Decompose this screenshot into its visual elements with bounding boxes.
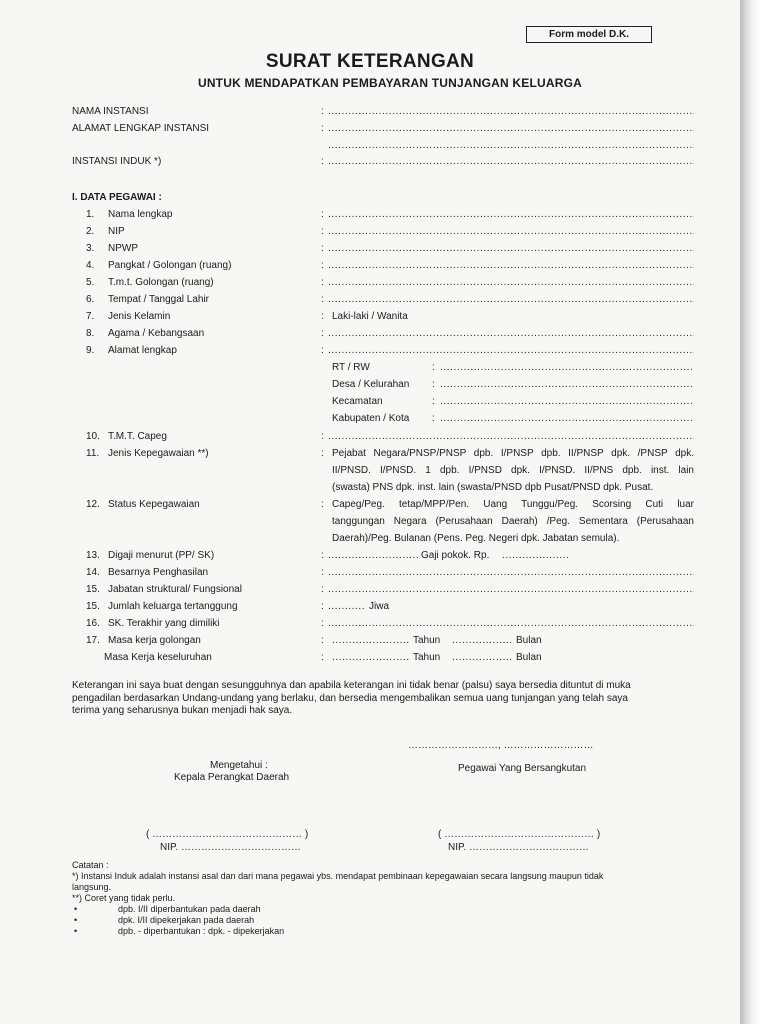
field-number: 5.	[86, 277, 95, 288]
colon: :	[321, 243, 324, 254]
label-sk-terakhir: SK. Terakhir yang dimiliki	[108, 618, 220, 629]
label-jabatan: Jabatan struktural/ Fungsional	[108, 584, 242, 595]
colon: :	[321, 567, 324, 578]
label-npwp: NPWP	[108, 243, 138, 254]
label-kepala-perangkat-daerah: Kepala Perangkat Daerah	[174, 772, 290, 783]
label-instansi-induk: INSTANSI INDUK *)	[72, 156, 162, 167]
label-jiwa: Jiwa	[369, 601, 390, 612]
label-jumlah-keluarga: Jumlah keluarga tertanggung	[108, 601, 238, 612]
note-coret: **) Coret yang tidak perlu.	[72, 893, 176, 903]
fill-line-desa-kelurahan[interactable]	[440, 379, 694, 391]
fill-line-npwp[interactable]	[328, 243, 694, 255]
label-besarnya-penghasilan: Besarnya Penghasilan	[108, 567, 209, 578]
colon: :	[321, 277, 324, 288]
fill-line-alamat-instansi-2[interactable]	[328, 140, 694, 152]
declaration-line: terima yang seharusnya bukan menjadi hak saya.	[72, 705, 293, 716]
label-alamat-instansi: ALAMAT LENGKAP INSTANSI	[72, 123, 210, 134]
field-number: 7.	[86, 311, 95, 322]
colon: :	[321, 652, 324, 663]
fill-line-agama-kebangsaan[interactable]	[328, 328, 694, 340]
colon: :	[321, 601, 324, 612]
fill-line-tempat-tanggal-lahir[interactable]	[328, 294, 694, 306]
label-bulan: Bulan	[516, 635, 542, 646]
label-masa-kerja-golongan: Masa kerja golongan	[108, 635, 201, 646]
colon: :	[321, 209, 324, 220]
label-tahun: Tahun	[413, 652, 441, 663]
colon: :	[321, 618, 324, 629]
colon: :	[321, 499, 324, 510]
field-number: 6.	[86, 294, 95, 305]
signature-nip-right[interactable]: NIP. ………………………………	[448, 842, 589, 853]
field-number: 2.	[86, 226, 95, 237]
date-place-line[interactable]: ………………………, ………………………	[408, 740, 594, 751]
colon: :	[432, 413, 435, 424]
fill-line-jumlah-keluarga[interactable]	[328, 601, 366, 613]
note-bullet-item: dpb. I/II diperbantukan pada daerah	[118, 904, 261, 914]
colon: :	[321, 550, 324, 561]
colon: :	[321, 345, 324, 356]
label-jenis-kelamin: Jenis Kelamin	[108, 311, 171, 322]
field-number: 13.	[86, 550, 100, 561]
note-bullet-item: dpk. I/II dipekerjakan pada daerah	[118, 915, 255, 925]
note-instansi-induk-cont: langsung.	[72, 882, 112, 892]
label-tmt-golongan: T.m.t. Golongan (ruang)	[108, 277, 214, 288]
field-number: 10.	[86, 431, 100, 442]
fill-line-alamat-instansi[interactable]	[328, 123, 694, 135]
field-number: 8.	[86, 328, 95, 339]
declaration-paragraph	[72, 680, 712, 718]
colon: :	[321, 431, 324, 442]
label-pangkat-golongan: Pangkat / Golongan (ruang)	[108, 260, 232, 271]
option-status-kepegawaian-line[interactable]: Daerah)/Peg. Bulanan (Pens. Peg. Negeri dpk. Jabatan semula).	[332, 533, 620, 544]
note-instansi-induk: *) Instansi Induk adalah instansi asal dan dari mana pegawai ybs. mendapat pembinaan kepegawaian secara langsung maupun tidak	[72, 871, 604, 881]
field-number: 3.	[86, 243, 95, 254]
fill-line-rt-rw[interactable]	[440, 362, 694, 374]
colon: :	[321, 635, 324, 646]
label-bulan: Bulan	[516, 652, 542, 663]
label-tmt-capeg: T.M.T. Capeg	[108, 431, 167, 442]
label-digaji-menurut: Digaji menurut (PP/ SK)	[108, 550, 215, 561]
option-jenis-kepegawaian-line[interactable]: (swasta) PNS dpk. inst. lain (swasta/PNSD dpb Pusat/PNSD dpk. Pusat.	[332, 482, 654, 493]
declaration-line: Keterangan ini saya buat dengan sesungguhnya dan apabila keterangan ini tidak benar (palsu) saya bersedia dituntut di muka	[72, 680, 631, 691]
label-masa-kerja-keseluruhan: Masa Kerja keseluruhan	[104, 652, 212, 663]
form-model-box: Form model D.K.	[526, 26, 652, 43]
fill-line-kecamatan[interactable]	[440, 396, 694, 408]
fill-line-jabatan[interactable]	[328, 584, 694, 596]
fill-line-instansi-induk[interactable]	[328, 156, 694, 168]
field-number: 11.	[86, 448, 100, 459]
colon: :	[321, 106, 324, 117]
document-subtitle: UNTUK MENDAPATKAN PEMBAYARAN TUNJANGAN KELUARGA	[197, 76, 583, 90]
value-jenis-kelamin[interactable]: Laki-laki / Wanita	[332, 311, 408, 322]
colon: :	[321, 328, 324, 339]
colon: :	[321, 448, 324, 459]
label-mengetahui: Mengetahui :	[210, 760, 268, 771]
signature-name-right[interactable]: ( ……………………………………… )	[438, 829, 601, 840]
fill-line-alamat-lengkap[interactable]	[328, 345, 694, 357]
field-number: 14.	[86, 567, 100, 578]
label-nama-lengkap: Nama lengkap	[108, 209, 173, 220]
field-number: 15.	[86, 584, 100, 595]
colon: :	[321, 260, 324, 271]
label-desa-kelurahan: Desa / Kelurahan	[332, 379, 410, 390]
colon: :	[432, 396, 435, 407]
field-number: 1.	[86, 209, 95, 220]
label-jenis-kepegawaian: Jenis Kepegawaian **)	[108, 448, 209, 459]
fill-line-besarnya-penghasilan[interactable]	[328, 567, 694, 579]
fill-line-nama-instansi[interactable]	[328, 106, 694, 118]
colon: :	[321, 123, 324, 134]
fill-line-masa-kerja-keseluruhan-tahun[interactable]	[332, 652, 410, 664]
option-status-kepegawaian-line[interactable]: Capeg/Peg. tetap/MPP/Pen. Uang Tunggu/Peg. Scorsing Cuti luar	[332, 499, 694, 510]
field-number: 9.	[86, 345, 95, 356]
fill-line-kabupaten-kota[interactable]	[440, 413, 694, 425]
field-number: 16.	[86, 618, 100, 629]
label-tempat-tanggal-lahir: Tempat / Tanggal Lahir	[108, 294, 209, 305]
label-agama-kebangsaan: Agama / Kebangsaan	[108, 328, 205, 339]
fill-line-masa-kerja-golongan-tahun[interactable]	[332, 635, 410, 647]
label-kabupaten-kota: Kabupaten / Kota	[332, 413, 410, 424]
signature-name-left[interactable]: ( ……………………………………… )	[146, 829, 309, 840]
option-jenis-kepegawaian-line[interactable]: II/PNSD. I/PNSD. 1 dpb. I/PNSD dpk. I/PNSD. II/PNS dpb. inst. lain	[332, 465, 694, 476]
fill-line-tmt-capeg[interactable]	[328, 431, 694, 443]
label-gaji-pokok: Gaji pokok. Rp.	[421, 550, 490, 561]
colon: :	[321, 584, 324, 595]
declaration-line: pengadilan berdasarkan Undang-undang yang berlaku, dan bersedia mengembalikan semua uang tunjangan yang telah saya	[72, 692, 628, 704]
field-number: 15.	[86, 601, 100, 612]
label-tahun: Tahun	[413, 635, 441, 646]
fill-line-nama-lengkap[interactable]	[328, 209, 694, 221]
colon: :	[321, 156, 324, 167]
label-rt-rw: RT / RW	[332, 362, 370, 373]
fill-line-pangkat-golongan[interactable]	[328, 260, 694, 272]
label-status-kepegawaian: Status Kepegawaian	[108, 499, 200, 510]
signature-nip-left[interactable]: NIP. ………………………………	[160, 842, 301, 853]
label-nip: NIP	[108, 226, 125, 237]
fill-line-masa-kerja-keseluruhan-bulan[interactable]	[452, 652, 512, 664]
fill-line-digaji-menurut[interactable]	[328, 550, 418, 562]
fill-line-nip[interactable]	[328, 226, 694, 238]
field-number: 17.	[86, 635, 100, 646]
colon: :	[321, 226, 324, 237]
field-number: 4.	[86, 260, 95, 271]
field-number: 12.	[86, 499, 100, 510]
fill-line-gaji-pokok[interactable]	[502, 550, 568, 562]
colon: :	[321, 294, 324, 305]
fill-line-sk-terakhir[interactable]	[328, 618, 694, 630]
document-title: SURAT KETERANGAN	[265, 51, 475, 72]
colon: :	[432, 379, 435, 390]
label-kecamatan: Kecamatan	[332, 396, 383, 407]
option-status-kepegawaian-line[interactable]: tanggungan Negara (Perusahaan Daerah) /Peg. Sementara (Perusahaan	[332, 516, 694, 527]
option-jenis-kepegawaian-line[interactable]: Pejabat Negara/PNSP/PNSP dpb. I/PNSP dpb. II/PNSP dpk. /PNSP dpk.	[332, 448, 694, 459]
label-alamat-lengkap: Alamat lengkap	[108, 345, 177, 356]
section-title-data-pegawai: I. DATA PEGAWAI :	[72, 192, 162, 203]
colon: :	[432, 362, 435, 373]
label-pegawai-bersangkutan: Pegawai Yang Bersangkutan	[458, 763, 587, 774]
bullet-icon: •	[74, 926, 78, 936]
colon: :	[321, 311, 324, 322]
fill-line-tmt-golongan[interactable]	[328, 277, 694, 289]
page-edge-shadow	[740, 0, 768, 1024]
label-nama-instansi: NAMA INSTANSI	[72, 106, 149, 117]
notes-title: Catatan :	[72, 860, 109, 870]
bullet-icon: •	[74, 915, 78, 925]
note-bullet-item: dpb. - diperbantukan : dpk. - dipekerjakan	[118, 926, 285, 936]
bullet-icon: •	[74, 904, 78, 914]
fill-line-masa-kerja-golongan-bulan[interactable]	[452, 635, 512, 647]
